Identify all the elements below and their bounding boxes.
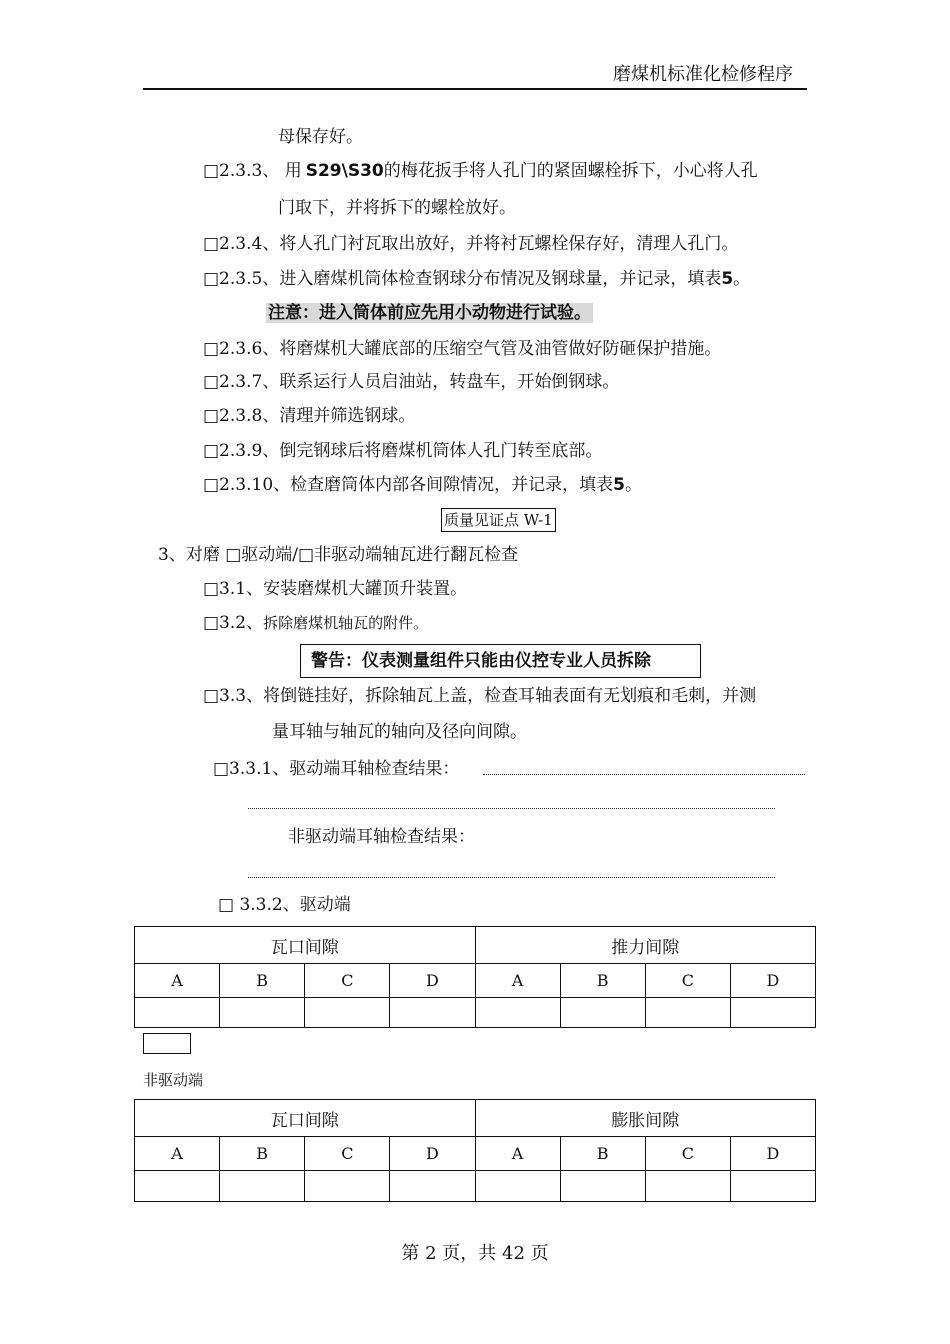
drive-result-blank[interactable] xyxy=(483,774,805,775)
wrench-size: S29\S30 xyxy=(305,161,384,181)
step-3-2-prefix: □3.2、 xyxy=(203,613,264,633)
step-2-3-6: □2.3.6、将磨煤机大罐底部的压缩空气管及油管做好防砸保护措施。 xyxy=(203,339,722,359)
header-title: 磨煤机标准化检修程序 xyxy=(613,64,793,85)
value-cell[interactable] xyxy=(390,1171,475,1202)
step-3-3-2: □ 3.3.2、驱动端 xyxy=(218,895,351,915)
step-2-3-5-end: 。 xyxy=(733,269,751,289)
col-label: C xyxy=(645,964,730,998)
value-cell[interactable] xyxy=(135,998,220,1028)
table-number: 5 xyxy=(721,269,734,289)
step-3-2-text: 拆除磨煤机轴瓦的附件。 xyxy=(263,614,429,632)
value-cell[interactable] xyxy=(220,1171,305,1202)
step-3-3-1: □3.3.1、驱动端耳轴检查结果： xyxy=(213,759,460,779)
note-line xyxy=(266,302,593,324)
value-cell[interactable] xyxy=(645,998,730,1028)
col-label: D xyxy=(730,1137,815,1171)
step-2-3-3 xyxy=(203,160,758,182)
text-line: 母保存好。 xyxy=(278,127,363,147)
step-3-3: □3.3、将倒链挂好，拆除轴瓦上盖，检查耳轴表面有无划痕和毛刺，并测 xyxy=(203,686,757,706)
value-cell[interactable] xyxy=(475,998,560,1028)
step-2-3-3-prefix: □2.3.3、 用 xyxy=(203,161,302,181)
quality-witness-point: 质量见证点 W-1 xyxy=(441,508,556,532)
step-3-2 xyxy=(203,612,428,634)
step-2-3-10-end: 。 xyxy=(624,475,642,495)
expansion-gap-header: 膨胀间隙 xyxy=(475,1100,816,1137)
table-number: 5 xyxy=(613,475,625,495)
step-3-1: □3.1、安装磨煤机大罐顶升装置。 xyxy=(203,579,468,599)
section-3-heading: 3、对磨 □驱动端/□非驱动端轴瓦进行翻瓦检查 xyxy=(158,545,519,565)
col-label: D xyxy=(390,964,475,998)
value-cell[interactable] xyxy=(475,1171,560,1202)
col-label: B xyxy=(220,964,305,998)
col-label: B xyxy=(560,964,645,998)
header-rule xyxy=(143,88,807,90)
value-cell[interactable] xyxy=(645,1171,730,1202)
text-line: 量耳轴与轴瓦的轴向及径向间隙。 xyxy=(272,722,527,742)
nondrive-result-blank[interactable] xyxy=(248,877,775,878)
col-label: C xyxy=(645,1137,730,1171)
warning-box: 警告：仪表测量组件只能由仪控专业人员拆除 xyxy=(300,644,701,678)
step-2-3-8: □2.3.8、清理并筛选钢球。 xyxy=(203,406,416,426)
col-label: A xyxy=(135,964,220,998)
value-cell[interactable] xyxy=(305,1171,390,1202)
nondrive-end-label: 非驱动端 xyxy=(143,1071,204,1089)
step-2-3-10-text: □2.3.10、检查磨筒体内部各间隙情况，并记录，填表 xyxy=(203,475,614,495)
empty-box xyxy=(143,1033,191,1054)
step-2-3-9: □2.3.9、倒完钢球后将磨煤机筒体人孔门转至底部。 xyxy=(203,441,603,461)
col-label: A xyxy=(475,1137,560,1171)
drive-end-gap-table xyxy=(134,926,816,1028)
col-label: D xyxy=(730,964,815,998)
nondrive-result-label: 非驱动端耳轴检查结果： xyxy=(288,827,475,847)
col-label: C xyxy=(305,964,390,998)
col-label: A xyxy=(135,1137,220,1171)
step-2-3-3-text: 的梅花扳手将人孔门的紧固螺栓拆下，小心将人孔 xyxy=(383,161,758,181)
tile-gap-header: 瓦口间隙 xyxy=(135,1100,476,1137)
text-line: 门取下，并将拆下的螺栓放好。 xyxy=(278,198,516,218)
col-label: B xyxy=(220,1137,305,1171)
page-number: 第 2 页，共 42 页 xyxy=(401,1243,549,1264)
col-label: D xyxy=(390,1137,475,1171)
tile-gap-header: 瓦口间隙 xyxy=(135,927,476,964)
col-label: B xyxy=(560,1137,645,1171)
value-cell[interactable] xyxy=(560,1171,645,1202)
thrust-gap-header: 推力间隙 xyxy=(475,927,816,964)
step-2-3-5 xyxy=(203,268,750,290)
value-cell[interactable] xyxy=(305,998,390,1028)
value-cell[interactable] xyxy=(730,998,815,1028)
step-2-3-4: □2.3.4、将人孔门衬瓦取出放好，并将衬瓦螺栓保存好，清理人孔门。 xyxy=(203,234,739,254)
value-cell[interactable] xyxy=(390,998,475,1028)
step-2-3-7: □2.3.7、联系运行人员启油站，转盘车，开始倒钢球。 xyxy=(203,372,620,392)
value-cell[interactable] xyxy=(730,1171,815,1202)
step-2-3-10 xyxy=(203,474,642,496)
drive-result-blank-2[interactable] xyxy=(248,808,775,809)
value-cell[interactable] xyxy=(135,1171,220,1202)
value-cell[interactable] xyxy=(560,998,645,1028)
value-cell[interactable] xyxy=(220,998,305,1028)
step-2-3-5-text: □2.3.5、进入磨煤机筒体检查钢球分布情况及钢球量，并记录，填表 xyxy=(203,269,722,289)
col-label: A xyxy=(475,964,560,998)
safety-note: 注意：进入筒体前应先用小动物进行试验。 xyxy=(268,303,591,323)
nondrive-end-gap-table xyxy=(134,1099,816,1202)
col-label: C xyxy=(305,1137,390,1171)
